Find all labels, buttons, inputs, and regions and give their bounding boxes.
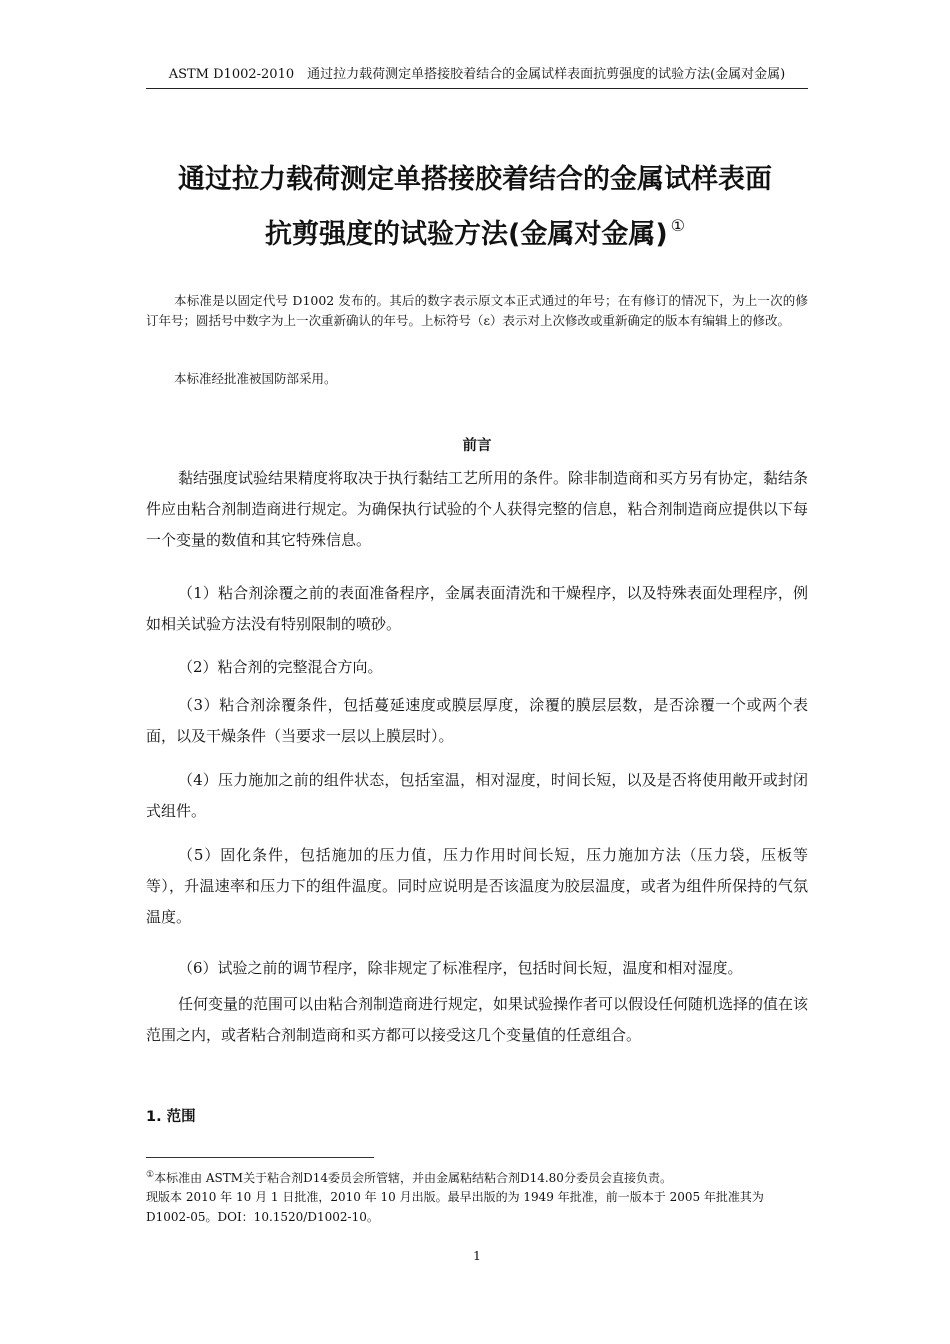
title-footnote-marker[interactable]: ① <box>670 216 686 235</box>
footnote-marker: ① <box>146 1170 155 1180</box>
designation-note: 本标准是以固定代号 D1002 发布的。其后的数字表示原文本正式通过的年号；在有修订的情况下，为上一次的修订年号；圆括号中数字为上一次重新确认的年号。上标符号（ε）表示对上次修改或重新确定的版本有编辑上的修改。 <box>146 293 808 328</box>
adoption-note: 本标准经批准被国防部采用。 <box>174 371 337 386</box>
preface-item-4: （4）压力施加之前的组件状态，包括室温，相对湿度，时间长短，以及是否将使用敞开或封闭式组件。 <box>146 771 808 820</box>
footnote-1: ①本标准由 ASTM关于粘合剂D14委员会所管辖，并由金属粘结粘合剂D14.80分委员会直接负责。 <box>146 1170 672 1185</box>
running-header: ASTM D1002-2010 通过拉力载荷测定单搭接胶着结合的金属试样表面抗剪强度的试验方法(金属对金属) <box>146 66 808 89</box>
preface-item-3: （3）粘合剂涂覆条件，包括蔓延速度或膜层厚度，涂覆的膜层层数，是否涂覆一个或两个表面，以及干燥条件（当要求一层以上膜层时）。 <box>146 696 808 745</box>
preface-item-5: （5）固化条件，包括施加的压力值，压力作用时间长短，压力施加方法（压力袋，压板等等），升温速率和压力下的组件温度。同时应说明是否该温度为胶层温度，或者为组件所保持的气氛温度。 <box>146 846 808 926</box>
document-title-line-2: 抗剪强度的试验方法(金属对金属) ① <box>264 216 686 250</box>
preface-item-1: （1）粘合剂涂覆之前的表面准备程序，金属表面清洗和干燥程序，以及特殊表面处理程序，例如相关试验方法没有特别限制的喷砂。 <box>146 584 808 633</box>
footnote-separator <box>146 1157 374 1158</box>
section-1-heading: 1. 范围 <box>146 1109 196 1125</box>
footnote-1-continued: 现版本 2010 年 10 月 1 日批准，2010 年 10 月出版。最早出版的为 1949 年批准，前一版本于 2005 年批准其为 D1002-05。DOI：10.1520/D1002-10。 <box>146 1190 764 1224</box>
preface-item-2: （2）粘合剂的完整混合方向。 <box>178 658 383 676</box>
page-number: 1 <box>473 1248 481 1263</box>
preface-paragraph-intro: 黏结强度试验结果精度将取决于执行黏结工艺所用的条件。除非制造商和买方另有协定，黏结条件应由粘合剂制造商进行规定。为确保执行试验的个人获得完整的信息，粘合剂制造商应提供以下每一个变量的数值和其它特殊信息。 <box>146 469 809 549</box>
preface-heading: 前言 <box>462 438 492 454</box>
preface-paragraph-ranges: 任何变量的范围可以由粘合剂制造商进行规定，如果试验操作者可以假设任何随机选择的值在该范围之内，或者粘合剂制造商和买方都可以接受这几个变量值的任意组合。 <box>146 995 809 1044</box>
document-title-line-1: 通过拉力载荷测定单搭接胶着结合的金属试样表面 <box>178 164 772 195</box>
preface-item-6: （6）试验之前的调节程序，除非规定了标准程序，包括时间长短，温度和相对湿度。 <box>178 959 743 977</box>
